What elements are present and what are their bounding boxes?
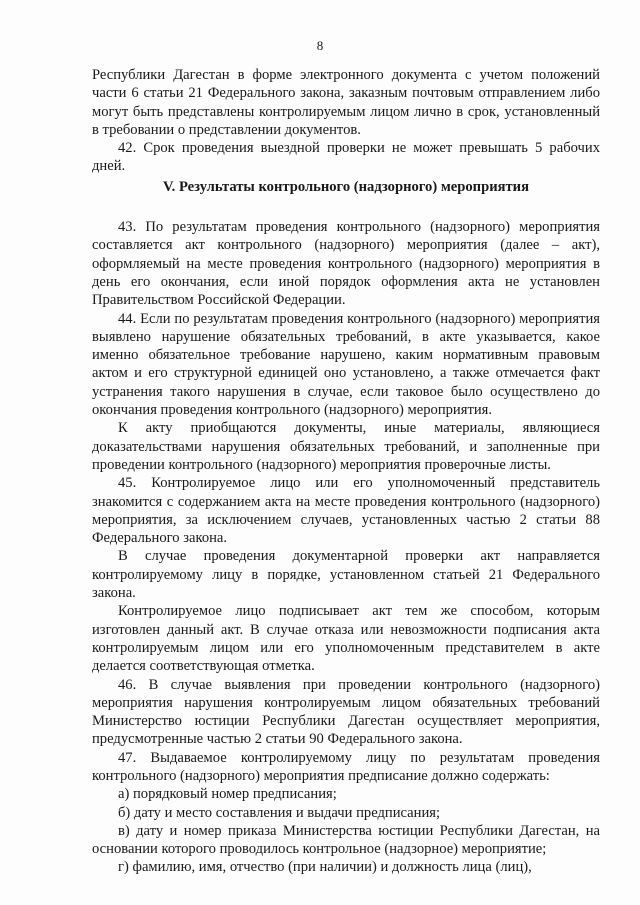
- list-item-b: б) дату и место составления и выдачи предписания;: [118, 804, 441, 821]
- paragraph-continuation: Республики Дагестан в форме электронного документа с учетом положений части 6 статьи 21 Федерального закона, заказным почтовым отправлением либо могут быть представлены контролируемым лицом лично в срок, установленный в требовании о представлении документов.: [92, 67, 600, 138]
- list-item-v: в) дату и номер приказа Министерства юстиции Республики Дагестан, на основании которого проводилось контрольное (надзорное) мероприятие;: [92, 822, 600, 858]
- document-body: [92, 66, 600, 877]
- paragraph-44: 44. Если по результатам проведения контрольного (надзорного) мероприятия выявлено нарушение обязательных требований, в акте указывается, какое именно обязательное требование нарушено, каким нормативным правовым актом и его структурной единицей оно установлено, а также отмечается факт устранения такого нарушения в случае, если таковое было осуществлено до окончания проведения контрольного (надзорного) мероприятия.: [92, 310, 600, 419]
- list-item-a: а) порядковый номер предписания;: [118, 786, 337, 803]
- paragraph-46: 46. В случае выявления при проведении контрольного (надзорного) мероприятия нарушения контролируемым лицом обязательных требований Министерство юстиции Республики Дагестан осуществляет мероприятия, предусмотренные частью 2 статьи 90 Федерального закона.: [92, 676, 600, 748]
- paragraph-43: 43. По результатам проведения контрольного (надзорного) мероприятия составляется акт контрольного (надзорного) мероприятия (далее – акт), оформляемый на месте проведения контрольного (надзорного) мероприятия в день его окончания, если иной порядок оформления акта не установлен Правительством Российской Федерации.: [92, 219, 600, 309]
- paragraph-45: 45. Контролируемое лицо или его уполномоченный представитель знакомится с содержанием акта на месте проведения контрольного (надзорного) мероприятия, за исключением случаев, установленных частью 2 статьи 88 Федерального закона.: [92, 475, 600, 547]
- paragraph-45-documentary: В случае проведения документарной проверки акт направляется контролируемому лицу в порядке, установленном статьей 21 Федерального закона.: [92, 548, 600, 602]
- paragraph-45-signing: Контролируемое лицо подписывает акт тем же способом, которым изготовлен данный акт. В случае отказа или невозможности подписания акта контролируемым лицом или его уполномоченным представителем в акте делается соответствующая отметка.: [92, 603, 600, 675]
- paragraph-42: 42. Срок проведения выездной проверки не может превышать 5 рабочих дней.: [92, 140, 600, 175]
- section-heading: V. Результаты контрольного (надзорного) мероприятия: [162, 178, 529, 195]
- list-item-g: г) фамилию, имя, отчество (при наличии) и должность лица (лиц),: [118, 859, 532, 876]
- paragraph-44-attachments: К акту приобщаются документы, иные материалы, являющиеся доказательствами нарушения обязательных требований, и заполненные при проведении контрольного (надзорного) мероприятия проверочные листы.: [92, 420, 600, 473]
- page-number: 8: [316, 38, 324, 53]
- paragraph-47: 47. Выдаваемое контролируемому лицу по результатам проведения контрольного (надзорного) мероприятия предписание должно содержать:: [92, 749, 600, 784]
